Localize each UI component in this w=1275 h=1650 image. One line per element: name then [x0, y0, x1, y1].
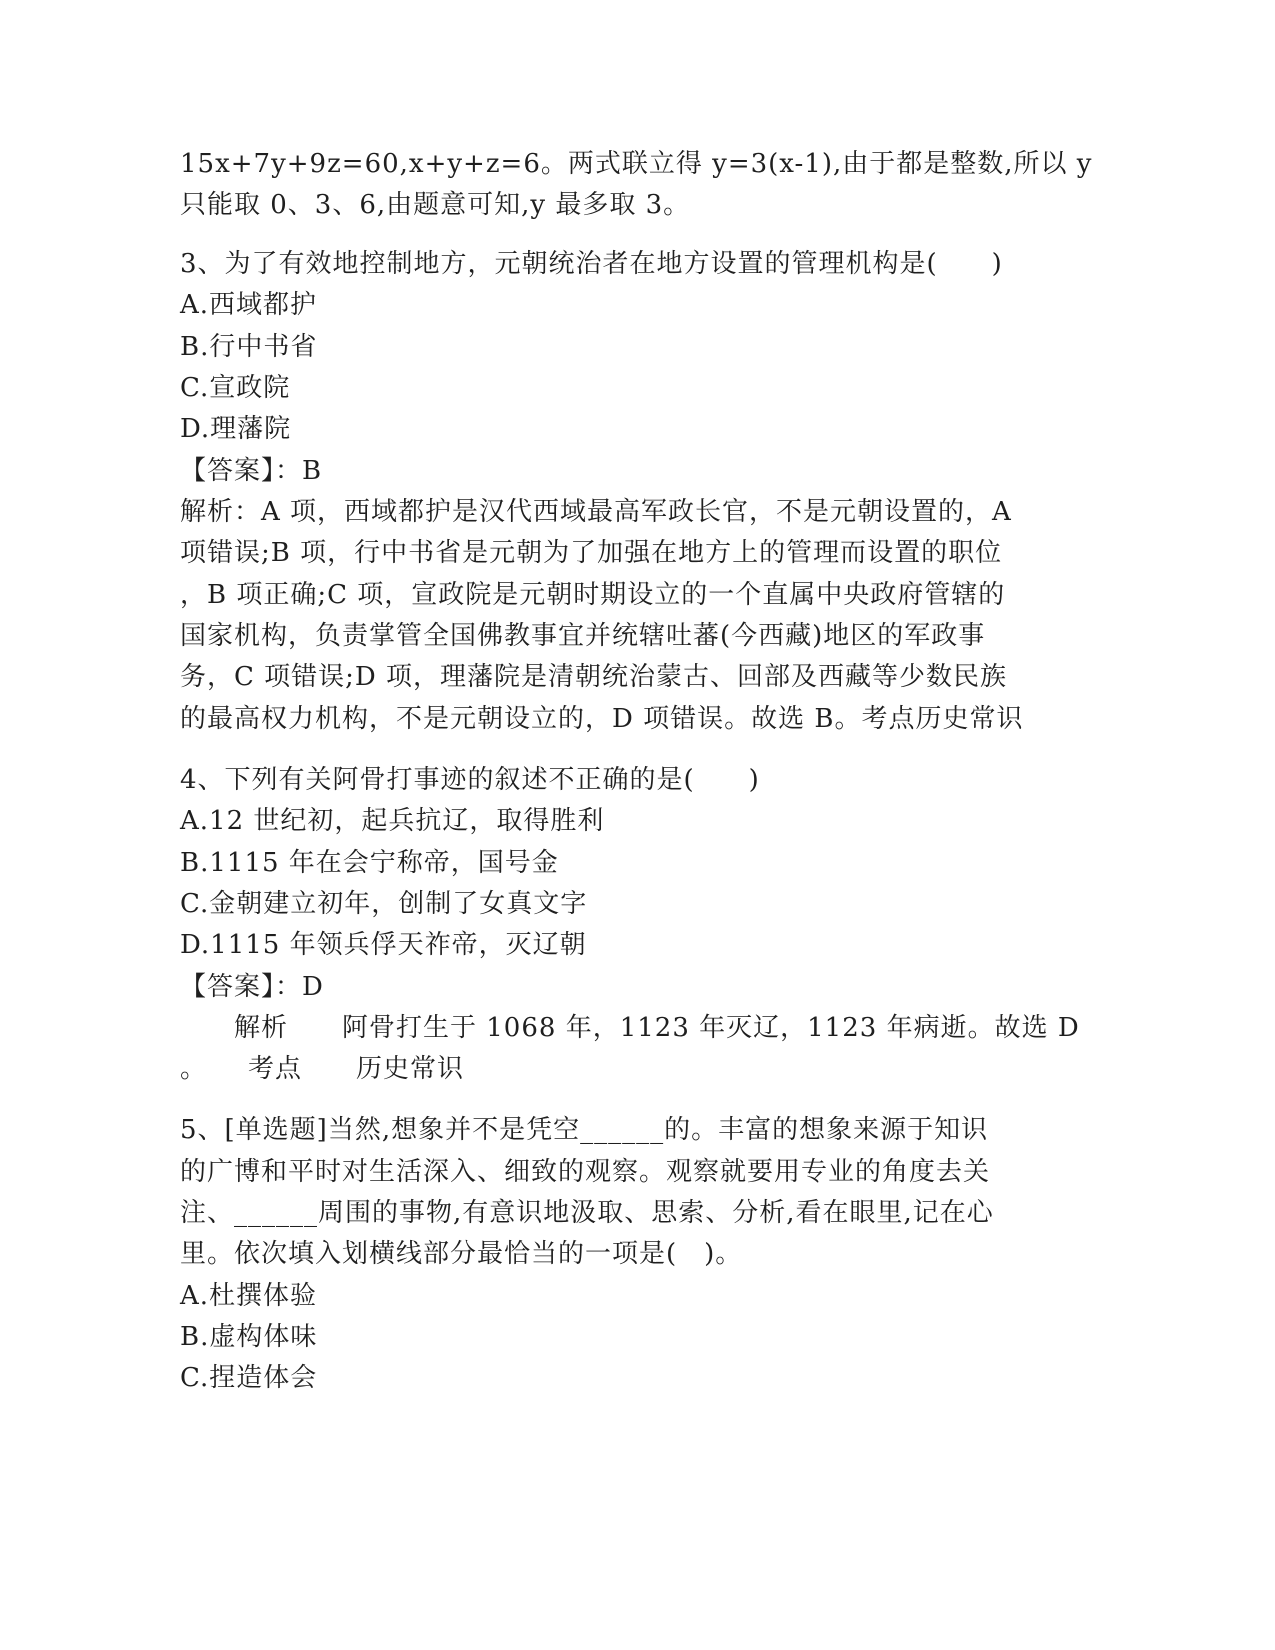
q3-analysis-line-3: ，B 项正确;C 项，宣政院是元朝时期设立的一个直属中央政府管辖的	[180, 580, 1006, 610]
q3-question: 3、为了有效地控制地方，元朝统治者在地方设置的管理机构是( )	[180, 249, 1003, 279]
q3-analysis-line-2: 项错误;B 项，行中书省是元朝为了加强在地方上的管理而设置的职位	[180, 538, 1003, 568]
q4-analysis-line-1: 解析 阿骨打生于 1068 年，1123 年灭辽，1123 年病逝。故选 D	[180, 1013, 1080, 1043]
q5-option-a: A.杜撰体验	[180, 1281, 318, 1311]
q4-option-a: A.12 世纪初，起兵抗辽，取得胜利	[180, 806, 605, 836]
q5-question-line-2: 的广博和平时对生活深入、细致的观察。观察就要用专业的角度去关	[180, 1157, 991, 1187]
q5-question-line-4: 里。依次填入划横线部分最恰当的一项是( )。	[180, 1239, 743, 1269]
q4-answer: 【答案】：D	[180, 972, 324, 1002]
q4-option-d: D.1115 年领兵俘天祚帝，灭辽朝	[180, 930, 587, 960]
q4-question: 4、下列有关阿骨打事迹的叙述不正确的是( )	[180, 765, 760, 795]
q3-option-d: D.理藩院	[180, 414, 292, 444]
q3-option-c: C.宣政院	[180, 373, 291, 403]
q5-question-line-3: 注、______周围的事物,有意识地汲取、思索、分析,看在眼里,记在心	[180, 1198, 994, 1228]
q4-option-c: C.金朝建立初年，创制了女真文字	[180, 889, 588, 919]
q3-analysis-line-1: 解析：A 项，西域都护是汉代西域最高军政长官，不是元朝设置的，A	[180, 497, 1012, 527]
q4-option-b: B.1115 年在会宁称帝，国号金	[180, 848, 559, 878]
q5-option-c: C.捏造体会	[180, 1363, 318, 1393]
q5-question-line-1: 5、[单选题]当然,想象并不是凭空______的。丰富的想象来源于知识	[180, 1115, 989, 1145]
q3-option-a: A.西域都护	[180, 290, 318, 320]
q3-analysis-line-4: 国家机构，负责掌管全国佛教事宜并统辖吐蕃(今西藏)地区的军政事	[180, 621, 986, 651]
q4-analysis-line-2: 。 考点 历史常识	[180, 1054, 465, 1084]
q3-analysis-line-5: 务，C 项错误;D 项，理藩院是清朝统治蒙古、回部及西藏等少数民族	[180, 662, 1008, 692]
intro-line-1: 15x+7y+9z=60,x+y+z=6。两式联立得 y=3(x-1),由于都是整数,所以 y	[180, 149, 1093, 179]
q3-analysis-line-6: 的最高权力机构，不是元朝设立的，D 项错误。故选 B。考点历史常识	[180, 704, 1024, 734]
q3-answer: 【答案】：B	[180, 456, 323, 486]
q3-option-b: B.行中书省	[180, 332, 318, 362]
intro-line-2: 只能取 0、3、6,由题意可知,y 最多取 3。	[180, 190, 691, 220]
q5-option-b: B.虚构体味	[180, 1322, 318, 1352]
